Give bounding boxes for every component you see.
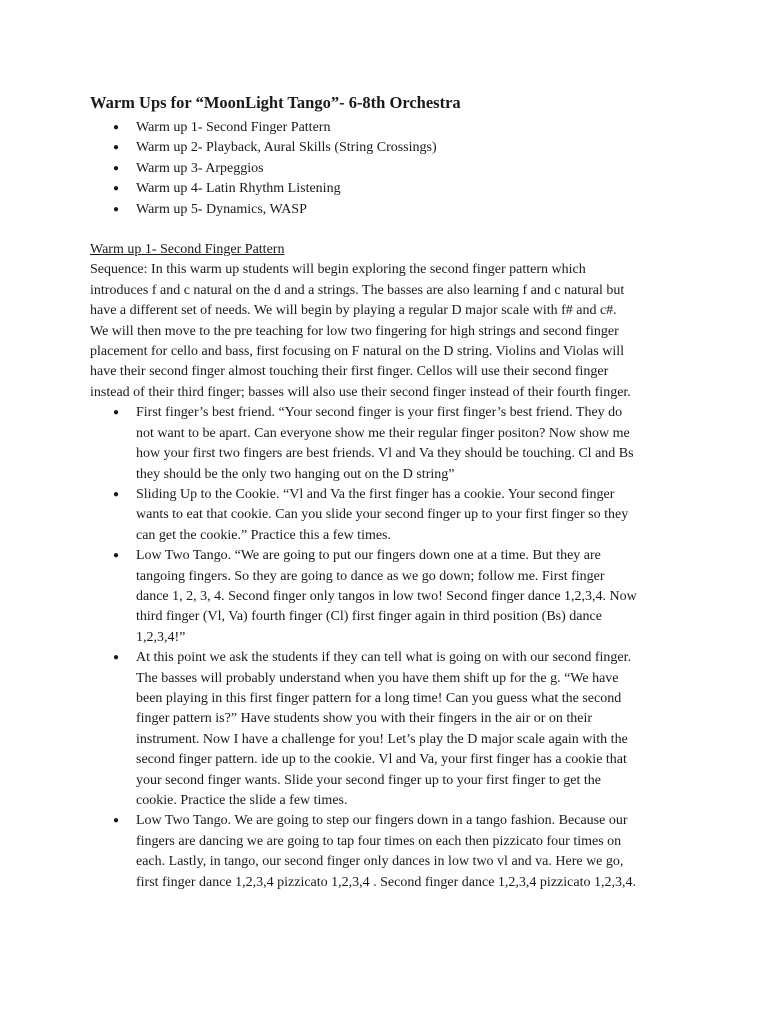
bullet-icon: ●	[113, 122, 120, 133]
document-page	[90, 92, 690, 893]
activity-item: ● At this point we ask the students if they can tell what is going on with our second finger. The basses will probably understand when you have them shift up for the g. “We have been playing in this first finger pattern for a long time! Can you guess what the second finger pattern is?” Have students show you with their fingers in the air or on their instrument. Now I have a challenge for you! Let’s play the D major scale again with the second finger pattern. ide up to the cookie. Vl and Va, your first finger has a cookie that your second finger wants. Slide your second finger up to your first finger to get the cookie. Practice the slide a few times.	[113, 650, 631, 808]
activity-item: ● Sliding Up to the Cookie. “Vl and Va the first finger has a cookie. Your second finger wants to eat that cookie. Can you slide your second finger up to your first finger so they can get the cookie.” Practice this a few times.	[113, 486, 629, 543]
bullet-icon: ●	[113, 550, 120, 562]
bullet-icon: ●	[113, 652, 120, 664]
sequence-paragraph: Sequence: In this warm up students will begin exploring the second finger pattern which introduces f and c natural on the d and a strings. The basses are also learning f and c natural but have a different set of needs. We will begin by playing a regular D major scale with f# and c#. We will then move to the pre teaching for low two fingering for high strings and second finger placement for cello and bass, first focusing on F natural on the D string. Violins and Violas will have their second finger almost touching their first finger. Cellos will use their second finger instead of their third finger; basses will also use their second finger instead of their fourth finger.	[90, 262, 631, 400]
warm-up-list-item: ● Warm up 3- Arpeggios	[90, 159, 690, 179]
bullet-icon: ●	[113, 407, 120, 419]
activity-item: ● First finger’s best friend. “Your second finger is your first finger’s best friend. They do not want to be apart. Can everyone show me their regular finger positon? Now show me how your first two fingers are best friends. Vl and Va they should be touching. Cl and Bs they should be the only two hanging out on the D string”	[113, 405, 634, 482]
section-heading: Warm up 1- Second Finger Pattern	[90, 242, 285, 258]
warm-up-list-item: ● Warm up 2- Playback, Aural Skills (String Crossings)	[90, 138, 690, 158]
warm-up-list	[90, 118, 690, 220]
activity-list	[90, 403, 690, 893]
bullet-icon: ●	[113, 488, 120, 500]
bullet-icon: ●	[113, 162, 120, 174]
activity-item: ● Low Two Tango. We are going to step our fingers down in a tango fashion. Because our fingers are dancing we are going to tap four times on each then pizzicato four times on each. Lastly, in tango, our second finger only dances in low two vl and va. Here we go, first finger dance 1,2,3,4 pizzicato 1,2,3,4 . Second finger dance 1,2,3,4 pizzicato 1,2,3,4.	[113, 813, 636, 890]
activity-item: ● Low Two Tango. “We are going to put our fingers down one at a time. But they are tangoing fingers. So they are going to dance as we go down; follow me. First finger dance 1, 2, 3, 4. Second finger only tangos in low two! Second finger dance 1,2,3,4. Now third finger (Vl, Va) fourth finger (Cl) first finger again in third position (Bs) dance 1,2,3,4!”	[113, 548, 637, 645]
bullet-icon: ●	[113, 815, 120, 827]
document-title: Warm Ups for “MoonLight Tango”- 6-8th Orchestra	[90, 93, 461, 112]
bullet-icon: ●	[113, 203, 120, 215]
warm-up-list-item: ● Warm up 5- Dynamics, WASP	[90, 200, 690, 220]
bullet-icon: ●	[113, 142, 120, 154]
bullet-icon: ●	[113, 183, 120, 195]
warm-up-list-item: ● Warm up 4- Latin Rhythm Listening	[90, 179, 690, 199]
warm-up-list-item: ● Warm up 1- Second Finger Pattern	[90, 118, 690, 138]
